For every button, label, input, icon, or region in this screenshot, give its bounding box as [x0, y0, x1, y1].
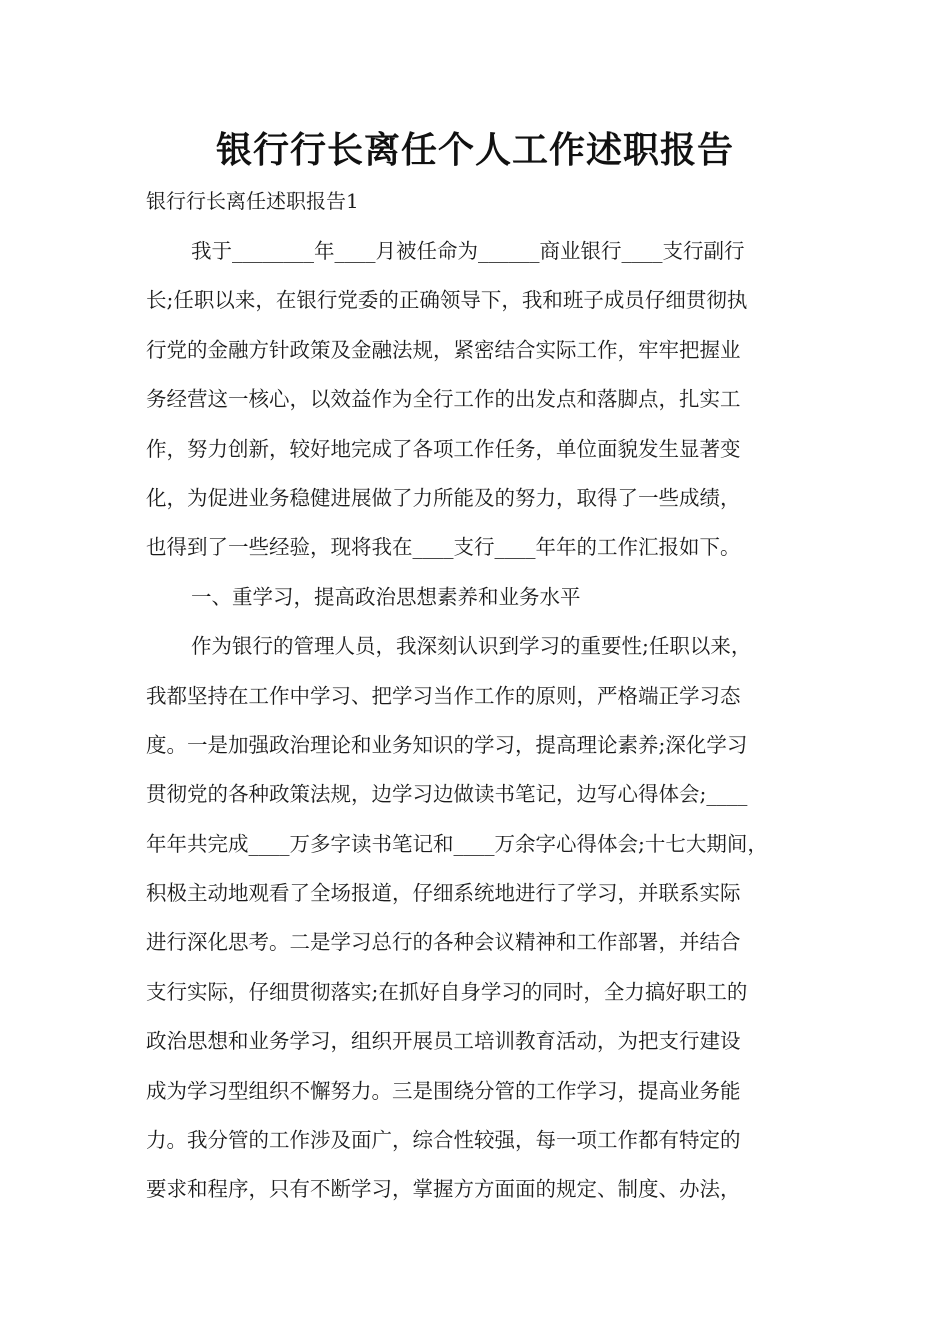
document-title: 银行行长离任个人工作述职报告 — [215, 130, 734, 171]
text-line: 我都坚持在工作中学习、把学习当作工作的原则，严格端正学习态 — [146, 683, 741, 708]
text-line: 作为银行的管理人员，我深刻认识到学习的重要性;任职以来， — [191, 634, 752, 659]
document-subtitle: 银行行长离任述职报告1 — [146, 189, 359, 213]
text-line: 力。我分管的工作涉及面广，综合性较强，每一项工作都有特定的 — [146, 1128, 741, 1153]
text-line: 进行深化思考。二是学习总行的各种会议精神和工作部署，并结合 — [146, 930, 741, 955]
document-body — [146, 227, 826, 1215]
text-line: 成为学习型组织不懈努力。三是围绕分管的工作学习，提高业务能 — [146, 1078, 741, 1103]
text-line: 要求和程序，只有不断学习，掌握方方面面的规定、制度、办法， — [146, 1177, 741, 1202]
text-line: 年年共完成____万多字读书笔记和____万余字心得体会;十七大期间， — [146, 831, 768, 856]
text-line: 支行实际，仔细贯彻落实;在抓好自身学习的同时，全力搞好职工的 — [146, 979, 748, 1004]
text-line: 行党的金融方针政策及金融法规，紧密结合实际工作，牢牢把握业 — [146, 337, 741, 362]
text-line: 化，为促进业务稳健进展做了力所能及的努力，取得了一些成绩， — [146, 485, 741, 510]
text-line: 政治思想和业务学习，组织开展员工培训教育活动，为把支行建设 — [146, 1029, 741, 1054]
text-line: 也得到了一些经验，现将我在____支行____年年的工作汇报如下。 — [146, 535, 741, 560]
text-line: 长;任职以来，在银行党委的正确领导下，我和班子成员仔细贯彻执 — [146, 288, 748, 313]
text-line: 度。一是加强政治理论和业务知识的学习，提高理论素养;深化学习 — [146, 732, 748, 757]
text-line: 积极主动地观看了全场报道，仔细系统地进行了学习，并联系实际 — [146, 881, 741, 906]
text-line: 贯彻党的各种政策法规，边学习边做读书笔记，边写心得体会;____ — [146, 782, 748, 807]
text-line: 作，努力创新，较好地完成了各项工作任务，单位面貌发生显著变 — [146, 436, 741, 461]
text-line: 我于________年____月被任命为______商业银行____支行副行 — [191, 239, 745, 263]
text-line: 一、重学习，提高政治思想素养和业务水平 — [191, 584, 581, 609]
text-line: 务经营这一核心，以效益作为全行工作的出发点和落脚点，扎实工 — [146, 387, 741, 412]
